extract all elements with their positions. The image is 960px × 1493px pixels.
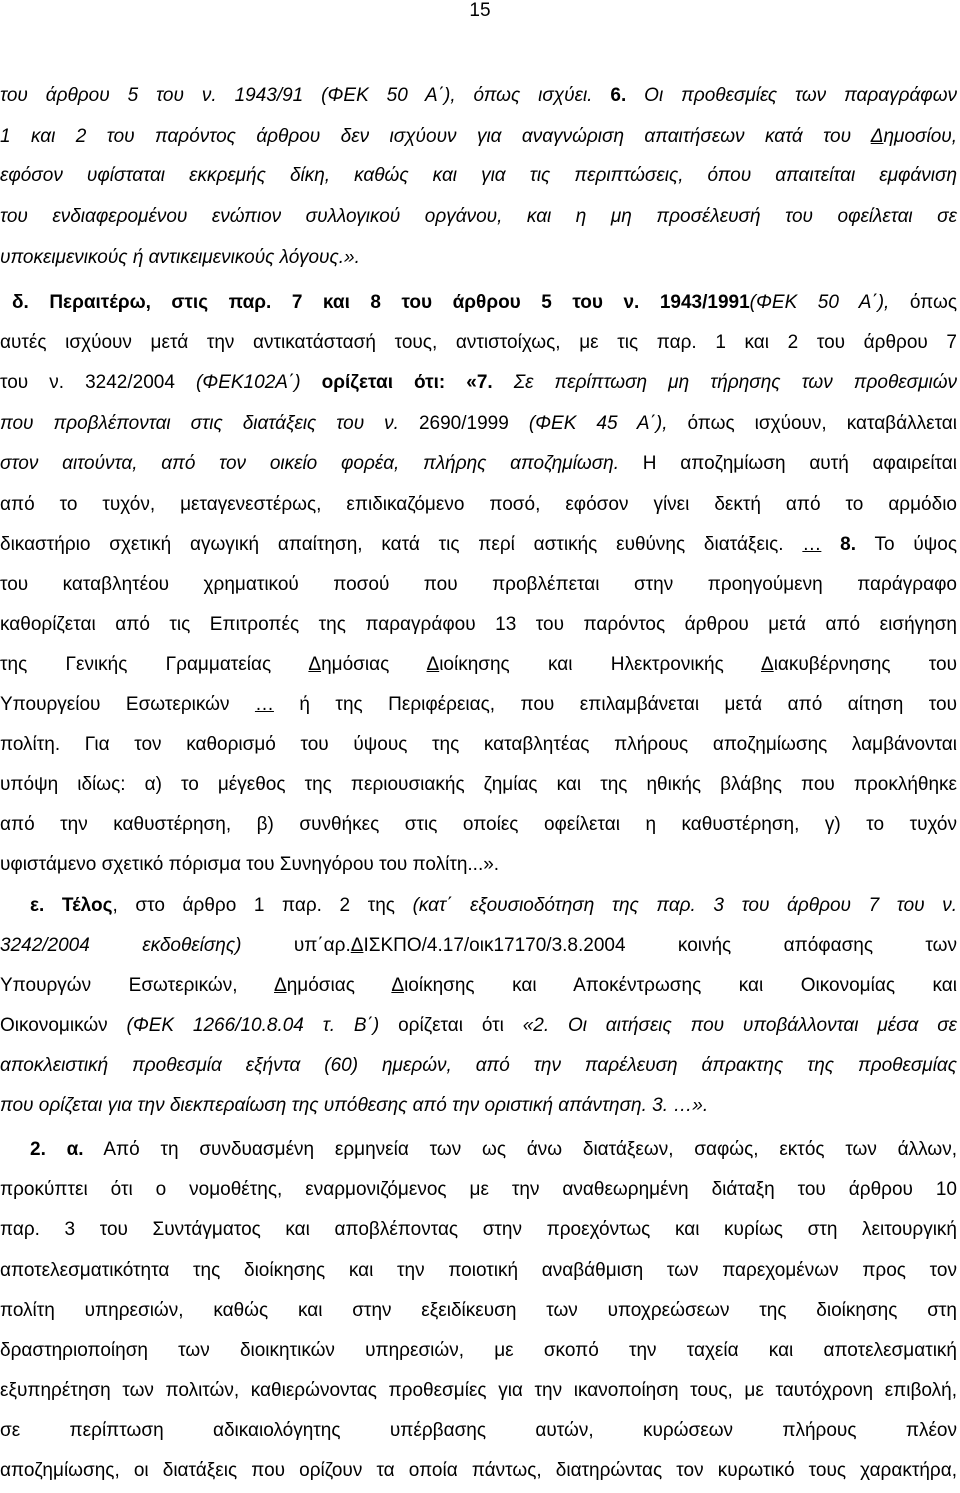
text-run: του καταβλητέου χρηματικού ποσού που προβλέπεται στην προηγούμενη παράγραφο	[0, 574, 957, 595]
text-run: ή της Περιφέρειας, που επιλαμβάνεται μετά από αίτηση του	[273, 694, 957, 715]
text-line	[0, 852, 957, 878]
text-line	[0, 933, 957, 959]
text-line	[30, 893, 957, 919]
text-run: Σε περίπτωση μη τήρησης των προθεσμιών	[492, 372, 958, 393]
text-run: Δ	[391, 975, 405, 996]
text-run: ιοίκησης και Ηλεκτρονικής	[439, 654, 761, 675]
text-run: εξυπηρέτηση των πολιτών, καθιερώνοντας προθεσμίες για την ικανοποίηση τους, με ταυτόχρονη επιβολή,	[0, 1380, 957, 1401]
text-run: αποζημίωσης, οι διατάξεις που ορίζουν τα οποία πάντως, διατηρώντας τον κυρωτικό τους χαρακτήρα,	[0, 1460, 957, 1481]
text-line	[0, 532, 957, 558]
text-run: 3242/2004 εκδοθείσης)	[0, 935, 242, 956]
text-line	[0, 973, 957, 999]
text-line	[0, 1418, 957, 1444]
text-run: (κατ΄ εξουσιοδότηση της παρ. 3 του άρθρου 7 του ν.	[412, 895, 957, 916]
text-line	[0, 732, 957, 758]
text-run: , στο άρθρο 1 παρ. 2 της	[112, 895, 413, 916]
text-run: δικαστήριο σχετική αγωγική απαίτηση, κατά τις περί αστικής ευθύνης διατάξεις.	[0, 534, 803, 555]
text-run: υποκειμενικούς ή αντικειμενικούς λόγους.».	[0, 247, 360, 268]
text-run: στον αιτούντα, από τον οικείο φορέα, πλήρης αποζημίωση.	[0, 453, 620, 474]
text-run: …	[802, 534, 822, 555]
text-run: ιακυβέρνησης του	[773, 654, 957, 675]
text-run: Δ	[761, 654, 774, 675]
text-line	[0, 1177, 957, 1203]
text-run: Δ	[870, 126, 884, 147]
text-run: Υπουργείου Εσωτερικών	[0, 694, 255, 715]
text-run: όπως ισχύουν, καταβάλλεται	[687, 413, 958, 434]
text-run: ιοίκησης και Αποκέντρωσης και Οικονομίας και	[404, 975, 957, 996]
text-line	[0, 572, 957, 598]
text-run: πολίτη υπηρεσιών, καθώς και στην εξειδίκευση των υποχρεώσεων της διοίκησης στη	[0, 1300, 957, 1321]
text-run: δραστηριοποίηση των διοικητικών υπηρεσιών, με σκοπό την ταχεία και αποτελεσματική	[0, 1340, 957, 1361]
text-run: ημοσίου,	[883, 126, 957, 147]
text-run: (ΦΕΚ 45 Α΄),	[528, 413, 688, 434]
text-run: «2. Οι αιτήσεις που υποβάλλονται μέσα σε	[522, 1015, 958, 1036]
text-line	[0, 772, 957, 798]
text-run: 8.	[840, 534, 857, 555]
text-run: ημόσιας	[286, 975, 392, 996]
text-run: δ. Περαιτέρω, στις παρ. 7 και 8 του άρθρου 5 του ν. 1943/1991	[12, 292, 750, 313]
text-line	[0, 612, 957, 638]
text-run: Από τη συνδυασμένη ερμηνεία των ως άνω διατάξεων, σαφώς, εκτός των άλλων,	[83, 1139, 957, 1160]
text-line	[0, 1053, 957, 1079]
text-run: Οικονομικών	[0, 1015, 127, 1036]
text-run: 6.	[610, 85, 627, 106]
text-line	[0, 1338, 957, 1364]
text-run: Δ	[426, 654, 440, 675]
text-run: ημόσιας	[321, 654, 427, 675]
text-run: (ΦΕΚ 50 Α΄),	[749, 292, 910, 313]
text-line	[0, 124, 957, 150]
text-line	[0, 492, 957, 518]
text-run: 1 και 2 του παρόντος άρθρου δεν ισχύουν για αναγνώριση απαιτήσεων κατά του	[0, 126, 871, 147]
text-line	[0, 1458, 957, 1484]
text-line	[0, 1258, 957, 1284]
text-run: αποκλειστική προθεσμία εξήντα (60) ημερών, από την παρέλευση άπρακτης της προθεσμίας	[0, 1055, 957, 1076]
text-run: αποτελεσματικότητα της διοίκησης και την ποιοτική αναβάθμιση των παρεχομένων προς τον	[0, 1260, 957, 1281]
text-run: 2690/1999	[418, 413, 529, 434]
text-run	[821, 534, 840, 555]
text-line	[0, 245, 957, 271]
text-run: της Γενικής Γραμματείας	[0, 654, 309, 675]
text-run: που ορίζεται για την διεκπεραίωση της υπόθεσης από την οριστική απάντηση. 3. …».	[0, 1095, 709, 1116]
text-run: του ν. 3242/2004	[0, 372, 196, 393]
text-line	[0, 1093, 957, 1119]
text-line	[0, 411, 957, 437]
text-run: …	[254, 694, 274, 715]
text-line	[0, 451, 957, 477]
text-run: πολίτη. Για τον καθορισμό του ύψους της καταβλητέας πλήρους αποζημίωσης λαμβάνονται	[0, 734, 957, 755]
text-run: σε περίπτωση αδικαιολόγητης υπέρβασης αυτών, κυρώσεων πλήρους πλέον	[0, 1420, 957, 1441]
text-run: του άρθρου 5 του ν. 1943/91 (ΦΕΚ 50 Α΄), όπως ισχύει.	[0, 85, 611, 106]
text-line	[0, 1378, 957, 1404]
text-run: εφόσον υφίσταται εκκρεμής δίκη, καθώς και για τις περιπτώσεις, όπου απαιτείται εμφάνιση	[0, 165, 957, 186]
text-run: υπόψη ιδίως: α) το μέγεθος της περιουσιακής ζημίας και της ηθικής βλάβης που προκλήθηκε	[0, 774, 957, 795]
text-run: ε. Τέλος	[30, 895, 113, 916]
text-line	[0, 370, 957, 396]
text-run: Δ	[350, 935, 364, 956]
text-line	[30, 1137, 957, 1163]
text-run: (ΦΕΚ102Α΄)	[195, 372, 322, 393]
text-line	[0, 812, 957, 838]
text-run: καθορίζεται από τις Επιτροπές της παραγράφου 13 του παρόντος άρθρου μετά από εισήγηση	[0, 614, 957, 635]
text-line	[0, 330, 957, 356]
text-run: Οι προθεσμίες των παραγράφων	[626, 85, 957, 106]
text-run: από το τυχόν, μεταγενεστέρως, επιδικαζόμενο ποσό, εφόσον γίνει δεκτή από το αρμόδιο	[0, 494, 957, 515]
text-run: υπ΄αρ.	[241, 935, 351, 956]
text-run: Το ύψος	[856, 534, 957, 555]
text-run: ΙΣΚΠΟ/4.17/οικ17170/3.8.2004 κοινής απόφασης των	[363, 935, 957, 956]
text-run: Δ	[274, 975, 287, 996]
text-line	[0, 1298, 957, 1324]
text-line	[12, 290, 957, 316]
text-run: που προβλέπονται στις διατάξεις του ν.	[0, 413, 419, 434]
text-run: υφιστάμενο σχετικό πόρισμα του Συνηγόρου του πολίτη...».	[0, 854, 500, 875]
text-line	[0, 652, 957, 678]
text-run: προκύπτει ότι ο νομοθέτης, εναρμονιζόμενος με την αναθεωρημένη διάταξη του άρθρου 10	[0, 1179, 957, 1200]
text-run: παρ. 3 του Συντάγματος και αποβλέποντας στην προεχόντως και κυρίως στη λειτουργική	[0, 1219, 957, 1240]
text-run: Η αποζημίωση αυτή αφαιρείται	[619, 453, 957, 474]
text-run: από την καθυστέρηση, β) συνθήκες στις οποίες οφείλεται η καθυστέρηση, γ) το τυχόν	[0, 814, 957, 835]
text-line	[0, 204, 957, 230]
text-line	[0, 83, 957, 109]
text-run: του ενδιαφερομένου ενώπιον συλλογικού οργάνου, και η μη προσέλευσή του οφείλεται σε	[0, 206, 957, 227]
text-line	[0, 163, 957, 189]
text-run: ορίζεται ότι: «7.	[321, 372, 493, 393]
text-run: αυτές ισχύουν μετά την αντικατάστασή τους, αντιστοίχως, με τις παρ. 1 και 2 του άρθρου 7	[0, 332, 957, 353]
text-line	[0, 1217, 957, 1243]
page-number: 15	[469, 0, 491, 21]
text-run: Υπουργών Εσωτερικών,	[0, 975, 274, 996]
text-run: (ΦΕΚ 1266/10.8.04 τ. Β΄)	[126, 1015, 380, 1036]
text-run: ορίζεται ότι	[379, 1015, 523, 1036]
text-line	[0, 1013, 957, 1039]
text-run: 2. α.	[30, 1139, 84, 1160]
text-run: Δ	[308, 654, 322, 675]
text-run: όπως	[909, 292, 957, 313]
text-line	[0, 692, 957, 718]
